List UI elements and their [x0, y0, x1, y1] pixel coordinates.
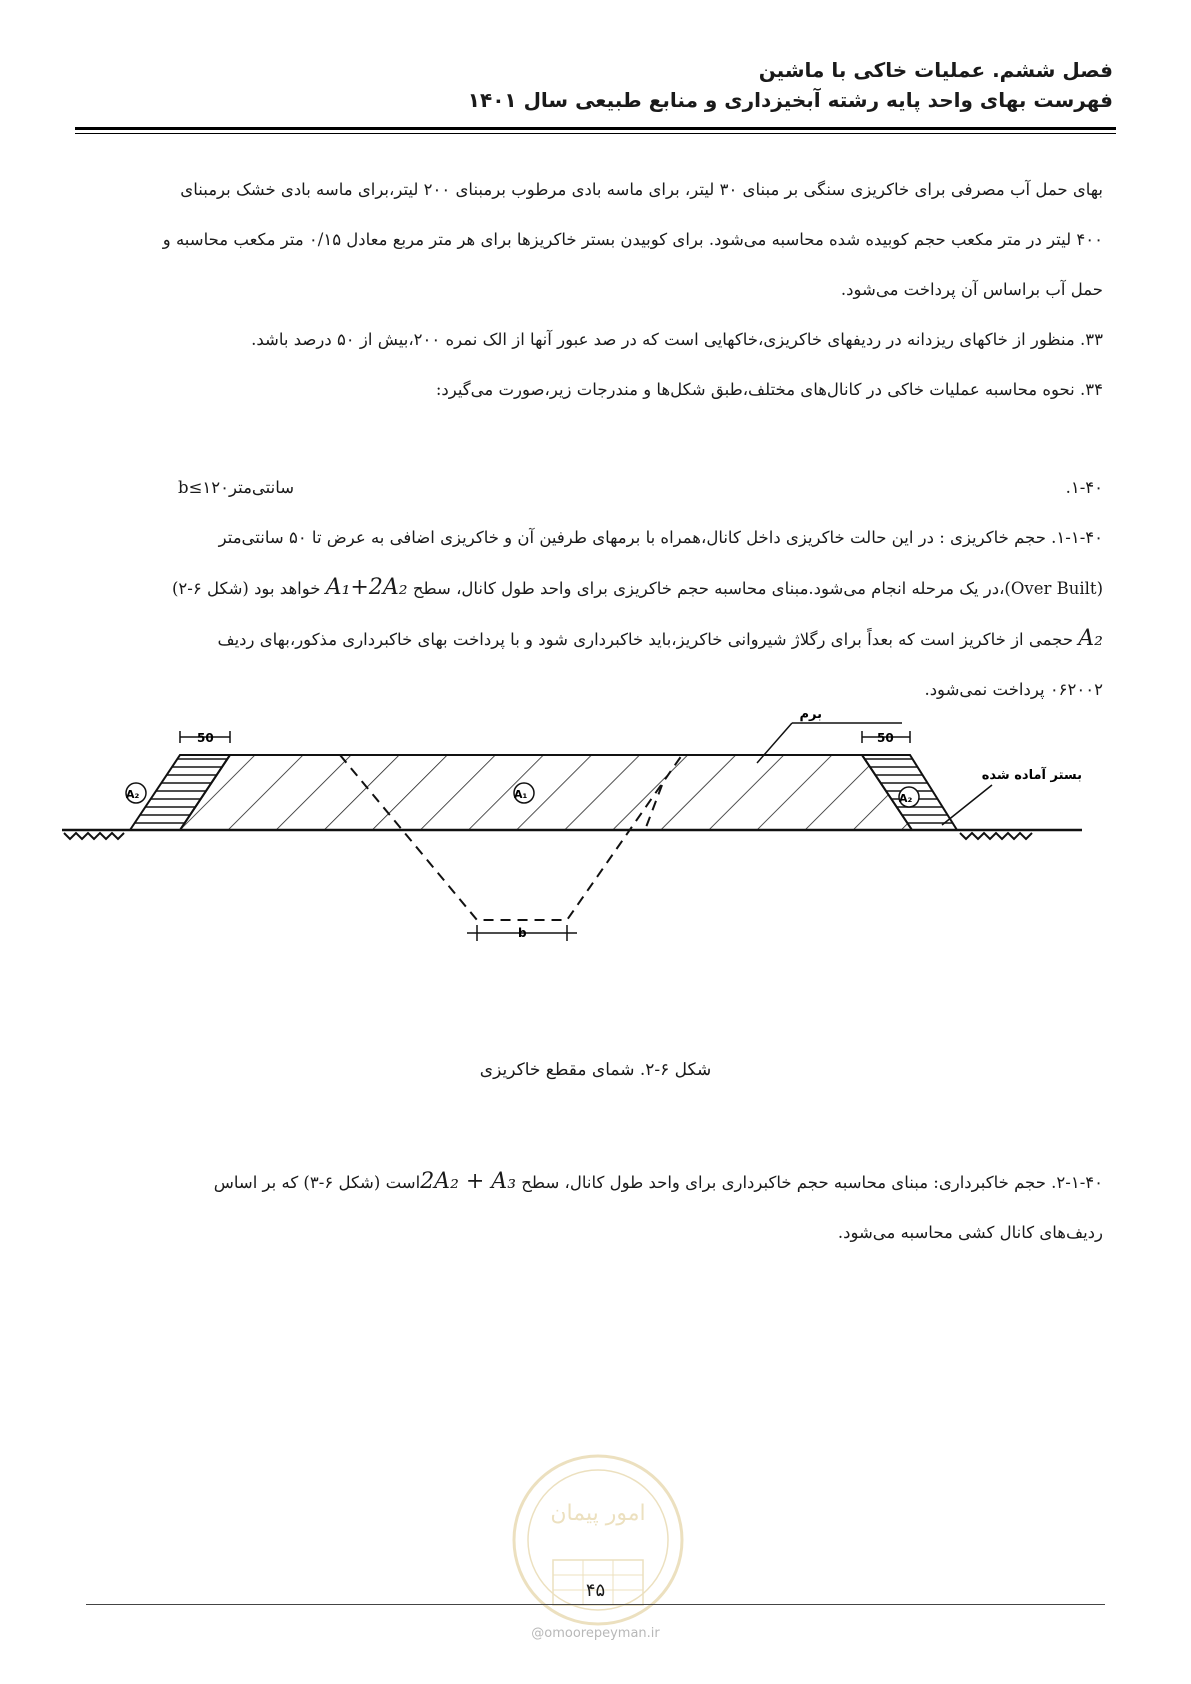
- label-a2-right: [899, 787, 919, 807]
- formula-a1-2a2: A₁+2A₂: [325, 575, 408, 600]
- footer-rule: [86, 1604, 1105, 1605]
- formula-2a2-a3: 2A₂ + A₃: [420, 1169, 517, 1194]
- svg-text:بستر آماده شده: بستر آماده شده: [981, 768, 1082, 783]
- dimension-left: [180, 731, 230, 745]
- watermark-logo: [508, 1450, 688, 1630]
- label-prepared-bed: [942, 766, 1082, 825]
- cut-section: [88, 1157, 1103, 1258]
- page-header: [78, 55, 1113, 115]
- clause-34: ۳۴. نحوه محاسبه عملیات خاکی در کانال‌های مختلف،طبق شکل‌ها و مندرجات زیر،صورت می‌گیرد:: [435, 380, 1103, 399]
- fill-line-4: ۰۶۲۰۰۲ پرداخت نمی‌شود.: [924, 680, 1103, 699]
- cut-line-2: ردیف‌های کانال کشی محاسبه می‌شود.: [837, 1223, 1103, 1242]
- label-a1: [514, 783, 534, 803]
- header-rule-thin: [75, 133, 1116, 134]
- paragraph-line: بهای حمل آب مصرفی برای خاکریزی سنگی بر مبنای ۳۰ لیتر، برای ماسه بادی مرطوب برمبنای ۲۰۰ لیتر،برای ماسه بادی خشک برمبنای: [180, 180, 1103, 199]
- area-a1-main: [180, 755, 912, 830]
- symbol-a2: A₂: [1078, 626, 1103, 651]
- section-heading: [88, 463, 1103, 513]
- dimension-bottom: [467, 925, 577, 941]
- section-number: ۱-۴۰.: [1065, 478, 1103, 497]
- clause-33: ۳۳. منظور از خاکهای ریزدانه در ردیفهای خاکریزی،خاکهایی است که در صد عبور آنها از الک نمره ۲۰۰،بیش از ۵۰ درصد باشد.: [251, 330, 1103, 349]
- paragraph-line: حمل آب براساس آن پرداخت می‌شود.: [840, 280, 1103, 299]
- dimension-right: [862, 731, 910, 745]
- svg-text:برم: برم: [799, 707, 822, 722]
- main-body: [88, 165, 1103, 715]
- label-a2-left: [126, 783, 146, 803]
- website-watermark: @omoorepeyman.ir: [531, 1626, 660, 1641]
- section-condition: سانتی‌متر۱۲۰≥b: [178, 478, 295, 497]
- svg-text:A₂: A₂: [126, 788, 140, 801]
- paragraph-line: ۴۰۰ لیتر در متر مکعب حجم کوبیده شده محاسبه می‌شود. برای کوبیدن بستر خاکریزها برای هر متر مربع معادل ۰/۱۵ متر مکعب محاسبه و: [162, 230, 1103, 249]
- svg-text:A₂: A₂: [899, 792, 913, 805]
- page-number: ۴۵: [585, 1580, 606, 1601]
- chapter-title: فصل ششم. عملیات خاکی با ماشین: [758, 58, 1113, 82]
- ground-line-left: [62, 830, 130, 839]
- cut-line-1: ۲-۱-۴۰. حجم خاکبرداری: مبنای محاسبه حجم خاکبرداری برای واحد طول کانال، سطح 2A₂ + A₃است (شکل ۶-۳) که بر اساس: [213, 1169, 1103, 1194]
- dim-50-left: 50: [197, 731, 214, 745]
- fill-line-2: (Over Built)،در یک مرحله انجام می‌شود.مبنای محاسبه حجم خاکریزی برای واحد طول کانال، سطح A₁+2A₂ خواهد بود (شکل ۶-۲): [171, 575, 1103, 600]
- header-rule-thick: [75, 127, 1116, 130]
- svg-text:A₁: A₁: [514, 788, 528, 801]
- ground-line-right: [957, 830, 1082, 839]
- figure-caption: شکل ۶-۲. شمای مقطع خاکریزی: [479, 1060, 712, 1080]
- embankment-cross-section-figure: [62, 707, 1092, 1035]
- fill-line-3: A₂ حجمی از خاکریز است که بعداً برای رگلاژ شیروانی خاکریز،باید خاکبرداری شود و با پرداخت بهای خاکبرداری مذکور،بهای ردیف: [217, 626, 1103, 651]
- fill-line-1: ۱-۱-۴۰. حجم خاکریزی : در این حالت خاکریزی داخل کانال،همراه با برمهای طرفین آن و خاکریزی اضافی به عرض تا ۵۰ سانتی‌متر: [218, 528, 1103, 547]
- dim-b: b: [518, 926, 527, 940]
- dim-50-right: 50: [877, 731, 894, 745]
- svg-text:امور پیمان: امور پیمان: [550, 1501, 646, 1526]
- document-subtitle: فهرست بهای واحد پایه رشته آبخیزداری و منابع طبیعی سال ۱۴۰۱: [467, 88, 1113, 112]
